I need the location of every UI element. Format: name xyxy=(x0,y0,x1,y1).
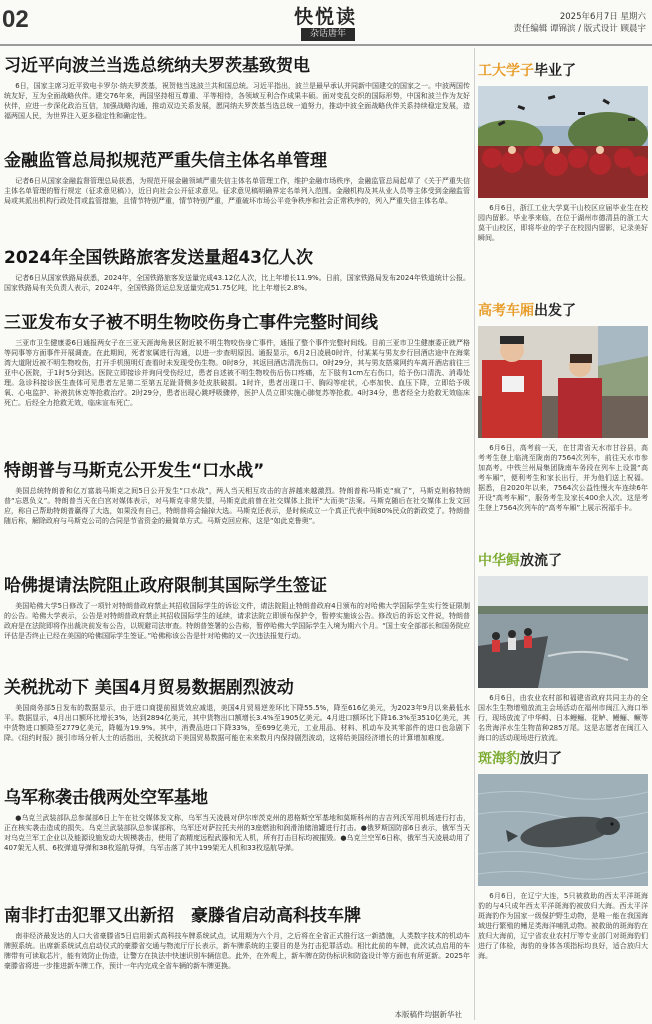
issue-date: 2025年6月7日 星期六 xyxy=(559,12,646,22)
page-header xyxy=(0,0,652,44)
photo-block xyxy=(478,552,648,753)
graduation-photo xyxy=(478,86,648,198)
seal-photo xyxy=(478,774,648,886)
article-body: 南非经济最发达的人口大省豪滕省5日启用新式高科技车牌系统试点，试用期为六个月，之后将在全省正式推行这一新措施，人类数字技术的机动车牌照系统。出席新系统试点启动仪式的豪滕省交通与物流厅厅长表示，新车牌系统的主要目的是为打击犯罪活动。相比此前的车牌，此次试点启用的车牌带有可读取芯片，能有效防止伪造，让警方在执法中快速识别车辆信息。此外，在外观上，新车牌在防伪标识和防盗设计等方面也有所更新。2025年豪滕省将进一步推进新车牌工作，预计一年内完成全省车辆的新车牌更换。 xyxy=(4,932,470,970)
article-title: 哈佛提请法院阻止政府限制其国际学生签证 xyxy=(4,576,327,596)
article-title: 习近平向波兰当选总统纳夫罗茨基致贺电 xyxy=(4,56,310,76)
photo-block xyxy=(478,62,648,243)
editor-credits: 责任编辑 谭锦滨 / 版式设计 顾晨宇 xyxy=(513,24,646,34)
photo-sidebar xyxy=(478,56,648,1020)
article-body: 记者6日从国家金融监督管理总局获悉，为规范开展金融领域严重失信主体名单管理工作，维护金融市场秩序，金融监管总局起草了《关于严重失信主体名单管理的暂行规定（征求意见稿）》，近日向社会公开征求意见。征求意见稿明确界定名单列入范围。金融机构及其从业人员等主体受到金融监管局或其派出机构行政处罚或监管措施，且情节特别严重，情节特别严重，严重破坏市场公平竞争秩序和社会正常秩序的，列入严重失信主体名单。 xyxy=(4,177,470,205)
masthead-subtitle: 杂话唐年 xyxy=(301,28,355,41)
photo-title-highlight: 高考车厢 xyxy=(478,303,534,319)
seal-photo xyxy=(478,774,648,886)
article-title: 金融监管总局拟规范严重失信主体名单管理 xyxy=(4,151,327,171)
photo-title xyxy=(478,750,648,768)
article xyxy=(4,678,470,763)
photo-caption: 6月6日，浙江工业大学莫干山校区应届毕业生在校园内留影。毕业季来临，在位于湖州市德清县的浙工大莫干山校区，即将毕业的学子在校园内留影，记录美好瞬间。 xyxy=(478,204,648,242)
photo-title-rest: 放流了 xyxy=(520,553,562,569)
article-title: 南非打击犯罪又出新招 豪滕省启动高科技车牌 xyxy=(4,906,361,926)
article xyxy=(4,248,470,293)
river-release-photo xyxy=(478,576,648,688)
page-number: 02 xyxy=(2,6,29,33)
photo-caption: 6月6日，由农业农村部和福建省政府共同主办的全国水生生物增殖放流主会场活动在福州市闽江入海口举行，现场放流了中华鲟、日本鳗鲡、花鲈、鳗鲡、鳜等名贵海洋水生生物苗种285万尾。这是志愿者在闽江入海口的活动现场进行放流。 xyxy=(478,694,648,742)
article-body: ●乌克兰武装部队总参谋部6日上午在社交媒体发文称，乌军当天凌晨对伊尔库茨克州的恩格斯空军基地和莫斯科州的吉吉列沃军用机场进行打击，正在核实袭击造成的损失。乌克兰武装部队总参谋部称，乌军还对萨拉托夫州的3座燃油和润滑油储油罐进行打击。●俄罗斯国防部6日表示，俄军当天对乌克兰军工企业以及能源设施发动大规模袭击，使用了高精度远程武器和无人机，所有打击目标均被摧毁。●乌克兰空军6日称，俄军当天凌晨动用了407架无人机、6枚弹道导弹和38枚巡航导弹，乌军击落了其中199架无人机和33枚巡航导弹。 xyxy=(4,814,470,852)
photo-title-highlight: 斑海豹 xyxy=(478,751,520,767)
article-body: 美国商务部5日发布的数据显示，由于进口商提前囤货效应减退，美国4月贸易逆差环比下降55.5%，降至616亿美元，为2023年9月以来最低水平。数据显示，4月出口额环比增长3%，达到2894亿美元，其中货物出口额增长3.4%至1905亿美元。4月进口额环比下降16.3%至3510亿美元，其中货物进口额降至2779亿美元，降幅为19.9%。其中，消费品进口下降33%，至699亿美元，工业用品、材料、机动车及其零部件的进口也急剧下降。《纽约时报》援引市场分析人士的话指出，关税扰动下美国贸易数据可能在未来数月内保持剧烈波动，这将给美国经济增长的计算增加难度。 xyxy=(4,704,470,742)
header-rule xyxy=(0,44,652,46)
photo-title-rest: 放归了 xyxy=(520,751,562,767)
photo-block xyxy=(478,302,648,543)
main-column xyxy=(4,48,470,1024)
grad-hat-photo xyxy=(478,86,648,198)
article-body: 美国哈佛大学5日修改了一项针对特朗普政府禁止其招收国际学生的诉讼文件，请法院阻止特朗普政府4日颁布的对哈佛大学国际学生实行签证限制的公告。哈佛大学表示，公告是对特朗普政府禁止其招收国际学生的延续，请求法院立即颁布保护令，暂停实施该公告。修改后的诉讼文件说，特朗普政府是在法院即将作出裁决前发布公告，以规避司法审查。特朗普签署的公告称，暂停哈佛大学国际学生入境为期六个月。“国土安全部部长和国务院应评估是否终止已经在美国的哈佛国际学生签证。”哈佛称该公告是针对哈佛的又一次违法报复行动。 xyxy=(4,602,470,640)
article xyxy=(4,788,470,893)
photo-title xyxy=(478,552,648,570)
photo-title xyxy=(478,302,648,320)
photo-caption: 6月6日，在辽宁大连，5只被救助的西太平洋斑海豹的与4只成年西太平洋斑海豹被放归大海。西太平洋斑海豹作为国家一级保护野生动物，是唯一能在我国海域进行繁殖的鳍足类海洋哺乳动物。被救助的斑海豹在放归大海前，辽宁省农业农村厅等专业部门对斑海豹们进行了体检，海豹的身体各项指标均良好，适合放归大海。 xyxy=(478,892,648,960)
article xyxy=(4,576,470,661)
photo-title-rest: 出发了 xyxy=(534,303,576,319)
train-photo xyxy=(478,326,648,438)
photo-title-highlight: 工大学子 xyxy=(478,63,534,79)
river-photo xyxy=(478,576,648,688)
article xyxy=(4,461,470,546)
train-photo xyxy=(478,326,648,438)
article-body: 6日，国家主席习近平致电卡罗尔·纳夫罗茨基，祝贺他当选波兰共和国总统。习近平指出，波兰是最早承认并同新中国建交的国家之一。中波两国传统友好，互为全面战略伙伴。建交76年来，两国坚持相互尊重、平等相待，各领域互利合作成果丰硕。面对变乱交织的国际形势，中国和波兰作为友好伙伴，应进一步深化政治互信，加强战略沟通，推动双边关系发展，愿同纳夫罗茨基当选总统一道努力，推动中波全面战略伙伴关系持续稳定发展，造福两国人民，为世界注入更多稳定性和确定性。 xyxy=(4,82,470,120)
article-body: 三亚市卫生健康委6日通报两女子在三亚天涯海角景区附近被不明生物咬伤身亡事件，通报了整个事件完整时间线。目前三亚市卫生健康委正就严格等同事等方面事件开展调查。在此期间，死者家属进行沟通，以进一步查明原因。通报显示，6月2日凌晨0时许，付某某与男友步行回酒店途中在海棠湾大道附近被不明生物咬伤，打开手机照明灯查看时未发现受伤生物。0时8分，其返回酒店清洗伤口。0时29分，其与男友搭乘网约车离开酒店前往三亚中心医院，于1时5分到达。医院立即接诊并询问受伤经过，患者自述被不明生物咬伤后伤口疼痛，左下肢有1cm左右伤口，给予伤口清洗、消毒处理。急诊科接诊医生查体可见患者左足第二至第五足趾背侧多处皮肤破损。1时许，患者出现口干、胸闷等症状，心率加快、血压下降，立即给予吸氧、心电监护、补液抗休克等抢救治疗。2时29分，患者出现心跳呼吸骤停，医护人员立即实施心肺复苏等抢救。4时34分，患者经全力抢救无效临床死亡。后经全力抢救无效，临床宣布死亡。 xyxy=(4,339,470,407)
article-body: 美国总统特朗普和亿万富翁马斯克之间5日公开发生“口水战”，两人当天相互攻击的言辞越来越激烈。特朗普称马斯克“疯了”，马斯克则称特朗普“忘恩负义”。特朗普当天在白宫对媒体表示，对马斯克非常失望，马斯克此前曾在社交媒体上批评“大而美”法案。马斯克随后在社交媒体上发文回应，称自己帮助特朗普赢得了大选，如果没有自己，特朗普将会输掉大选。马斯克还表示，是时候成立一个真正代表中间80%民众的新政党了。特朗普随后称，解除政府与马斯克公司的合同是节省资金的最简单方式。马斯克回应称，这是“如此克鲁奥”。 xyxy=(4,487,470,525)
article-title: 特朗普与马斯克公开发生“口水战” xyxy=(4,461,265,481)
section-masthead: 快悦读 xyxy=(294,6,358,28)
article-title: 关税扰动下 美国4月贸易数据剧烈波动 xyxy=(4,678,294,698)
article xyxy=(4,906,470,1001)
article-title: 三亚发布女子被不明生物咬伤身亡事件完整时间线 xyxy=(4,313,378,333)
article-title: 乌军称袭击俄两处空军基地 xyxy=(4,788,208,808)
source-credit: 本版稿件均据新华社 xyxy=(394,1010,462,1019)
column-divider xyxy=(474,48,475,1020)
article xyxy=(4,151,470,226)
photo-title-highlight: 中华鲟 xyxy=(478,553,520,569)
article xyxy=(4,313,470,438)
article xyxy=(4,56,470,131)
photo-title-rest: 毕业了 xyxy=(534,63,576,79)
article-body: 记者6日从国家铁路局获悉，2024年，全国铁路旅客发送量完成43.12亿人次，比上年增长11.9%。日前，国家铁路局发布2024年铁道统计公报。国家铁路局有关负责人表示，2024年，全国铁路货运总发送量完成51.75亿吨，比上年增长2.8%。 xyxy=(4,274,470,292)
photo-caption: 6月6日，高考前一天，在甘肃省天水市甘谷县，高考考生登上临洮至陇南的7564次列车，前往天水市参加高考。中铁兰州局集团陇南车务段在列车上设置“高考车厢”，便利考生和家长出行，并为他们送上祝福。据悉，自2020年以来，7564次公益性慢火车连续6年开设“高考车厢”，服务考生及家长400余人次。这是考生登上7564次列车的“高考车厢”上展示祝福手卡。 xyxy=(478,444,648,512)
photo-title xyxy=(478,62,648,80)
photo-block xyxy=(478,750,648,991)
article-title: 2024年全国铁路旅客发送量超43亿人次 xyxy=(4,248,313,268)
